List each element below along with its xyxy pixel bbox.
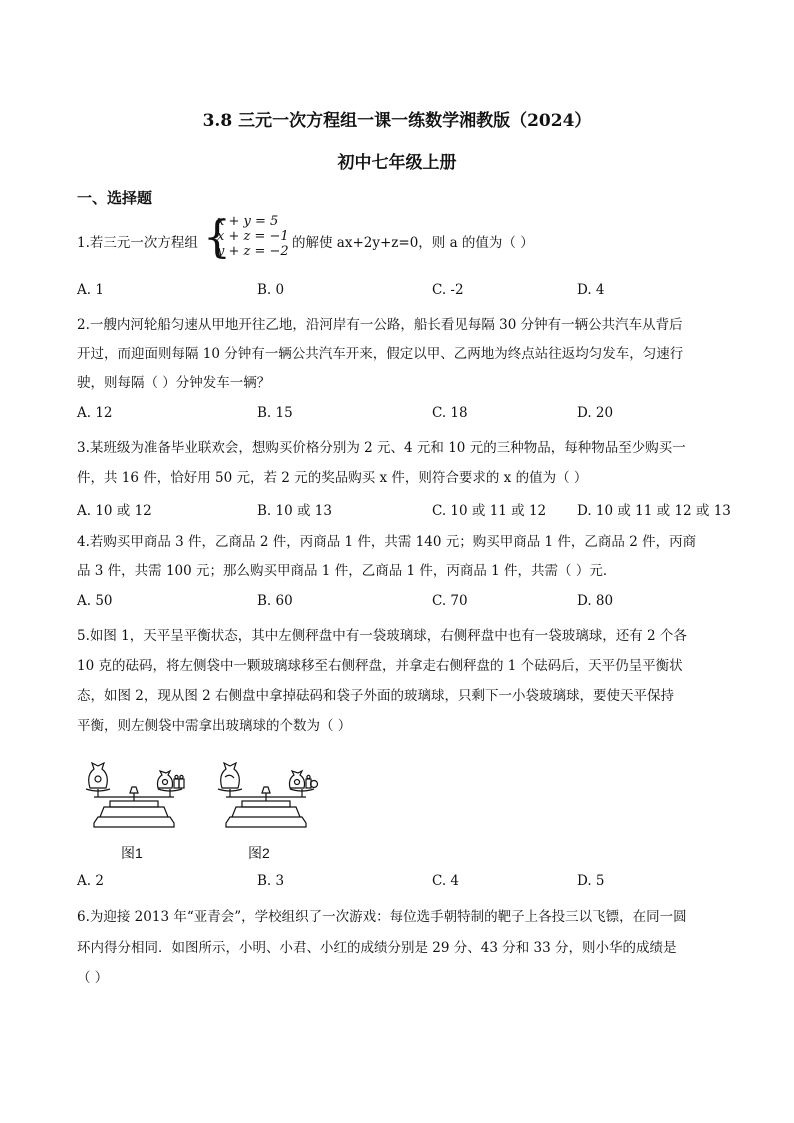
question-1-prefix: 1.若三元一次方程组 — [77, 235, 198, 251]
option-b: B. 60 — [257, 593, 293, 609]
option-c: C. 4 — [432, 873, 460, 889]
question-1-suffix: 的解使 ax+2y+z=0，则 a 的值为（ ） — [292, 235, 534, 251]
question-text: 驶，则每隔（ ）分钟发车一辆？ — [77, 375, 271, 391]
option-a: A. 10 或 12 — [77, 503, 152, 519]
question-text: （ ） — [77, 970, 109, 986]
option-d: D. 80 — [577, 593, 614, 609]
question-text: 品 3 件，共需 100 元；那么购买甲商品 1 件，乙商品 1 件，丙商品 1 件，共需（ ）元． — [77, 563, 617, 579]
question-text: 平衡，则左侧袋中需拿出玻璃球的个数为（ ） — [77, 718, 352, 734]
option-c: C. 18 — [432, 405, 468, 421]
question-text: 态，如图 2，现从图 2 右侧盘中拿掉砝码和袋子外面的玻璃球，只剩下一小袋玻璃球，要使天平保持 — [77, 688, 675, 704]
option-b: B. 15 — [257, 405, 293, 421]
equation-1: x + y = 5 — [217, 214, 279, 229]
question-4-options — [77, 593, 737, 613]
question-text: 件，共 16 件，恰好用 50 元，若 2 元的奖品购买 x 件，则符合要求的 x 的值为（ ） — [77, 470, 588, 486]
option-a: A. 1 — [77, 282, 104, 298]
option-c: C. 10 或 11 或 12 — [432, 503, 547, 519]
option-d: D. 4 — [577, 282, 605, 298]
equation-2: x + z = −1 — [217, 229, 289, 244]
document-subtitle: 初中七年级上册 — [337, 153, 457, 173]
question-3-options — [77, 499, 737, 519]
option-c: C. 70 — [432, 593, 468, 609]
equation-system — [217, 214, 289, 259]
question-5-options — [77, 873, 737, 893]
option-b: B. 3 — [257, 873, 285, 889]
question-text: 10 克的砝码，将左侧袋中一颗玻璃球移至右侧秤盘，并拿走右侧秤盘的 1 个砝码后，天平仍呈平衡状 — [77, 658, 683, 674]
question-2-options — [77, 405, 737, 425]
equation-brace: { — [203, 212, 231, 263]
option-a: A. 50 — [77, 593, 113, 609]
question-text: 3.某班级为准备毕业联欢会，想购买价格分别为 2 元、4 元和 10 元的三种物品，每种物品至少购买一 — [77, 440, 686, 456]
question-text: 开过，而迎面则每隔 10 分钟有一辆公共汽车开来，假定以甲、乙两地为终点站往返均匀发车，匀速行 — [77, 346, 684, 362]
balance-scale-figure-2 — [212, 757, 320, 831]
option-b: B. 10 或 13 — [257, 503, 332, 519]
document-title: 3.8 三元一次方程组一课一练数学湘教版（2024） — [202, 111, 592, 131]
question-text: 4.若购买甲商品 3 件，乙商品 2 件，丙商品 1 件，共需 140 元；购买甲商品 1 件，乙商品 2 件，丙商 — [77, 534, 697, 550]
option-a: A. 12 — [77, 405, 113, 421]
option-c: C. -2 — [432, 282, 464, 298]
option-a: A. 2 — [77, 873, 104, 889]
option-d: D. 20 — [577, 405, 614, 421]
question-1-options — [77, 282, 737, 302]
question-text: 5.如图 1，天平呈平衡状态，其中左侧秤盘中有一袋玻璃球，右侧秤盘中也有一袋玻璃球，还有 2 个各 — [77, 628, 687, 644]
option-b: B. 0 — [257, 282, 285, 298]
balance-scale-figure-1 — [80, 757, 188, 831]
question-text: 6.为迎接 2013 年“亚青会”，学校组织了一次游戏：每位选手朝特制的靶子上各投三以飞镖，在同一圆 — [77, 909, 687, 925]
section-heading: 一、选择题 — [77, 189, 153, 207]
option-d: D. 10 或 11 或 12 或 13 — [577, 503, 731, 519]
figure-1-caption: 图1 — [121, 845, 143, 861]
equation-3: y + z = −2 — [217, 244, 289, 259]
question-text: 环内得分相同．如图所示，小明、小君、小红的成绩分别是 29 分、43 分和 33 分，则小华的成绩是 — [77, 940, 677, 956]
option-d: D. 5 — [577, 873, 605, 889]
question-text: 2.一艘内河轮船匀速从甲地开往乙地，沿河岸有一公路，船长看见每隔 30 分钟有一辆公共汽车从背后 — [77, 317, 683, 333]
figure-2-caption: 图2 — [248, 845, 270, 861]
